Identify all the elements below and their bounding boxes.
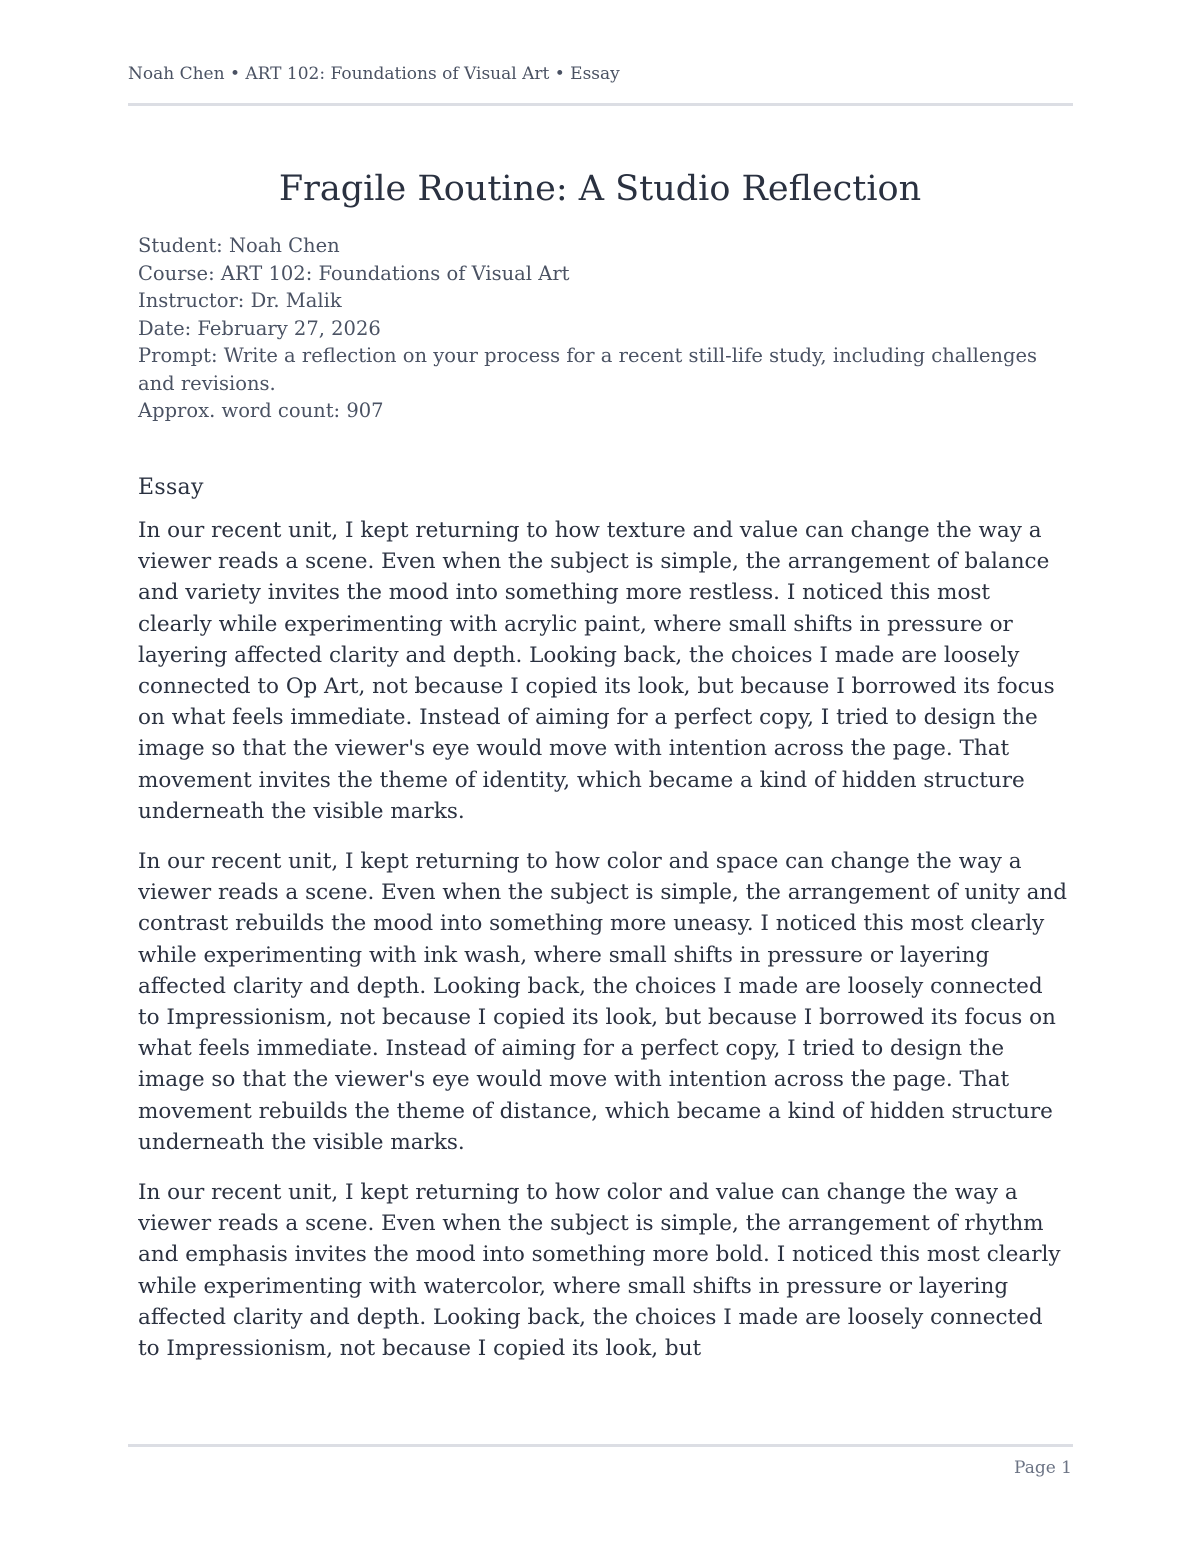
- meta-instructor: Instructor: Dr. Malik: [138, 289, 342, 312]
- running-header: Noah Chen • ART 102: Foundations of Visual Art • Essay: [128, 64, 620, 84]
- meta-student: Student: Noah Chen: [138, 234, 340, 257]
- section-heading-essay: Essay: [138, 475, 204, 500]
- meta-prompt: Prompt: Write a reflection on your process for a recent still-life study, including challenges and revisions.: [138, 344, 1038, 395]
- footer-divider: [128, 1444, 1073, 1447]
- header-divider: [128, 103, 1073, 106]
- document-title: Fragile Routine: A Studio Reflection: [278, 169, 922, 209]
- document-metadata: [138, 232, 1038, 425]
- meta-word-count: Approx. word count: 907: [138, 399, 384, 422]
- essay-paragraph: In our recent unit, I kept returning to how color and value can change the way a viewer reads a scene. Even when the subject is simple, the arrangement of rhythm and emphasis invites the mood into something more bold. I noticed this most clearly while experimenting with watercolor, where small shifts in pressure or layering affected clarity and depth. Looking back, the choices I made are loosely connected to Impressionism, not because I copied its look, but: [138, 1180, 1061, 1362]
- essay-paragraph: In our recent unit, I kept returning to how texture and value can change the way a viewer reads a scene. Even when the subject is simple, the arrangement of balance and variety invites the mood into something more restless. I noticed this most clearly while experimenting with acrylic paint, where small shifts in pressure or layering affected clarity and depth. Looking back, the choices I made are loosely connected to Op Art, not because I copied its look, but because I borrowed its focus on what feels immediate. Instead of aiming for a perfect copy, I tried to design the image so that the viewer's eye would move with intention across the page. That movement invites the theme of identity, which became a kind of hidden structure underneath the visible marks.: [138, 518, 1055, 824]
- essay-body: [138, 515, 1070, 1375]
- meta-date: Date: February 27, 2026: [138, 316, 381, 340]
- meta-course: Course: ART 102: Foundations of Visual Art: [138, 261, 570, 285]
- essay-paragraph: In our recent unit, I kept returning to how color and space can change the way a viewer reads a scene. Even when the subject is simple, the arrangement of unity and contrast rebuilds the mood into something more uneasy. I noticed this most clearly while experimenting with ink wash, where small shifts in pressure or layering affected clarity and depth. Looking back, the choices I made are loosely connected to Impressionism, not because I copied its look, but because I borrowed its focus on what feels immediate. Instead of aiming for a perfect copy, I tried to design the image so that the viewer's eye would move with intention across the page. That movement rebuilds the theme of distance, which became a kind of hidden structure underneath the visible marks.: [138, 849, 1068, 1155]
- page-number: Page 1: [1014, 1458, 1072, 1478]
